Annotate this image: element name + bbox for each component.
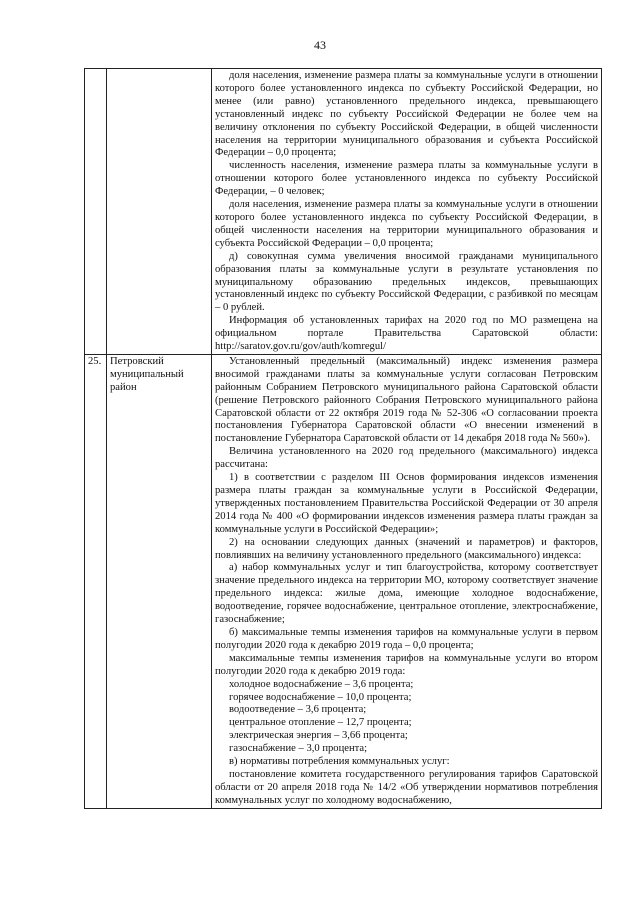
paragraph: а) набор коммунальных услуг и тип благоустройства, которому соответствует значение предельного индекса на территории МО, которому соответствует значение предельного индекса: жилые дома, имеющие холодное водоснабжение, водоотведение, горячее водоснабжение, центральное отопление, электроснабжение, газоснабжение; — [215, 562, 598, 626]
paragraph: газоснабжение – 3,0 процента; — [229, 743, 368, 755]
document-table — [84, 68, 602, 809]
paragraph: численность населения, изменение размера платы за коммунальные услуги в отношении которого более установленного индекса по субъекту Российской Федерации, – 0 человек; — [215, 160, 598, 198]
paragraph: максимальные темпы изменения тарифов на коммунальные услуги во втором полугодии 2020 года к декабрю 2019 года: — [215, 652, 598, 677]
paragraph: холодное водоснабжение – 3,6 процента; — [229, 678, 414, 690]
municipality-name-cell: Петровский муниципальный район — [107, 354, 212, 808]
paragraph: доля населения, изменение размера платы за коммунальные услуги в отношении которого более установленного индекса по субъекту Российской Федерации, но менее (или равно) установленного предельного индекса, превышающего установленный индекс по субъекту Российской Федерации не более чем на величину отклонения по субъекту Российской Федерации, в общей численности населения на территории муниципального образования и субъекта Российской Федерации – 0,0 процента; — [215, 70, 598, 159]
paragraph: б) максимальные темпы изменения тарифов на коммунальные услуги в первом полугодии 2020 года к декабрю 2019 года – 0,0 процента; — [215, 626, 598, 651]
table-row-25 — [85, 354, 602, 808]
paragraph: д) совокупная сумма увеличения вносимой гражданами муниципального образования платы за коммунальные услуги в результате установления по муниципальному образованию предельных индексов, превышающих установленный индекс по субъекту Российской Федерации, с разбивкой по месяцам – 0 рублей. — [215, 250, 598, 314]
page-number: 43 — [314, 38, 326, 52]
paragraph: Величина установленного на 2020 год предельного (максимального) индекса рассчитана: — [215, 446, 598, 471]
paragraph: горячее водоснабжение – 10,0 процента; — [229, 691, 412, 703]
paragraph: водоотведение – 3,6 процента; — [229, 704, 367, 716]
paragraph: постановление комитета государственного регулирования тарифов Саратовской области от 20 апреля 2018 года № 14/2 «Об утверждении нормативов потребления коммунальных услуг по холодному водоснабжению, — [215, 768, 598, 806]
paragraph: Информация об установленных тарифах на 2020 год по МО размещена на официальном портале Правительства Саратовской области: http://saratov.gov.ru/gov/auth/komregul/ — [215, 315, 598, 353]
paragraph: 1) в соответствии с разделом III Основ формирования индексов изменения размера платы граждан за коммунальные услуги в Российской Федерации, утвержденных постановлением Правительства Российской Федерации от 30 апреля 2014 года № 400 «О формировании индексов изменения размера платы граждан за коммунальные услуги в Российской Федерации»; — [215, 472, 598, 535]
table-row-continued — [85, 69, 602, 355]
municipality-name-cell — [107, 69, 212, 355]
row-number-cell: 25. — [85, 354, 107, 808]
paragraph: доля населения, изменение размера платы за коммунальные услуги в отношении которого более установленного индекса по субъекту Российской Федерации, в общей численности населения на территории муниципального образования и субъекта Российской Федерации – 0,0 процента; — [215, 199, 598, 249]
row-text-cell — [212, 69, 602, 355]
paragraph: электрическая энергия – 3,66 процента; — [229, 730, 408, 742]
paragraph: центральное отопление – 12,7 процента; — [229, 717, 412, 729]
row-number-cell — [85, 69, 107, 355]
row-text-cell — [212, 354, 602, 808]
paragraph: в) нормативы потребления коммунальных услуг: — [229, 756, 450, 768]
paragraph: 2) на основании следующих данных (значений и параметров) и факторов, повлиявших на величину установленного предельного (максимального) индекса: — [215, 536, 598, 561]
paragraph: Установленный предельный (максимальный) индекс изменения размера вносимой гражданами платы за коммунальные услуги согласован Петровским районным Собранием Петровского муниципального района Саратовской области (решение Петровского районного Собрания Петровского муниципального района Саратовской области от 22 октября 2019 года № 52-306 «О согласовании проекта постановления Губернатора Саратовской области «О внесении изменений в постановление Губернатора Саратовской области от 14 декабря 2018 года № 560»). — [215, 355, 598, 445]
